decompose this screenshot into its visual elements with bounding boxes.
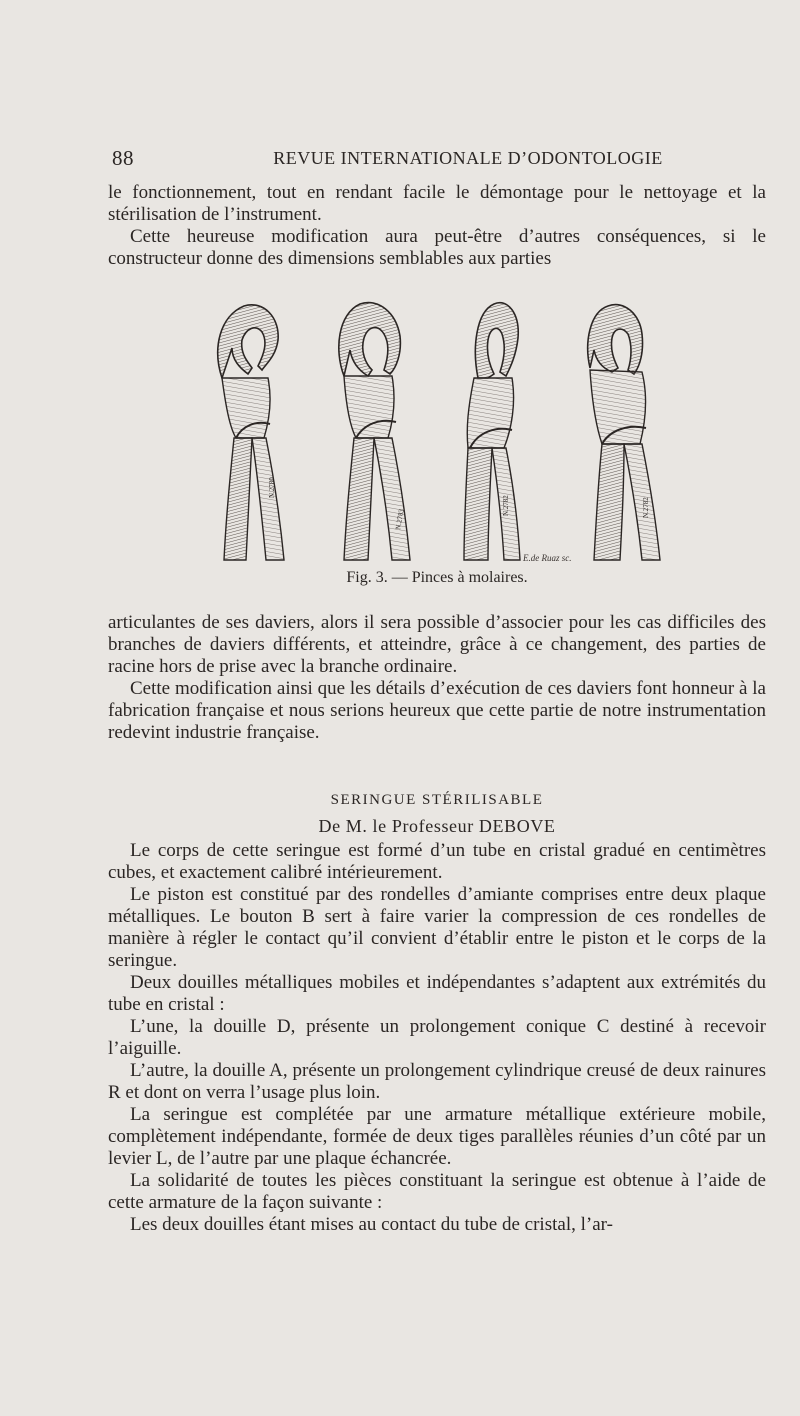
- text-block-top: [108, 182, 766, 270]
- paragraph: La seringue est complétée par une armature métallique extérieure mobile, complètement indépendante, formée de deux tiges parallèles réunies d’un côté par un levier L, de l’autre par une plaque échancrée.: [108, 1104, 766, 1169]
- page-number: 88: [112, 146, 134, 170]
- paragraph: Le piston est constitué par des rondelles d’amiante comprises entre deux plaque métalliques. Le bouton B sert à faire varier la compression de ces rondelles de manière à régler le contact qu’il convient d’établir entre le piston et le corps de la seringue.: [108, 884, 766, 971]
- forceps-stamp: N.2783: [394, 508, 406, 531]
- molar-forceps-engraving: [200, 298, 670, 570]
- paragraph: Cette heureuse modification aura peut-être d’autres conséquences, si le constructeur donne des dimensions semblables aux parties: [108, 226, 766, 269]
- paragraph: L’autre, la douille A, présente un prolongement cylindrique creusé de deux rainures R et dont on verra l’usage plus loin.: [108, 1060, 766, 1103]
- forceps-3: [464, 303, 520, 560]
- forceps-illustration: [200, 298, 670, 570]
- text-block-middle: [108, 612, 766, 744]
- paragraph: Les deux douilles étant mises au contact du tube de cristal, l’ar-: [130, 1214, 613, 1235]
- forceps-1: [218, 305, 284, 560]
- paragraph: le fonctionnement, tout en rendant facile le démontage pour le nettoyage et la stérilisation de l’instrument.: [108, 182, 766, 225]
- section-author: De M. le Professeur DEBOVE: [318, 816, 556, 836]
- forceps-stamp: N.2782: [502, 495, 510, 516]
- section-title: SERINGUE STÉRILISABLE: [330, 792, 544, 808]
- text-block-bottom: [108, 840, 766, 1236]
- figure-caption: Fig. 3. — Pinces à molaires.: [346, 569, 528, 586]
- running-title: REVUE INTERNATIONALE D’ODONTOLOGIE: [273, 148, 663, 168]
- paragraph: Le corps de cette seringue est formé d’un tube en cristal gradué en centimètres cubes, et exactement calibré intérieurement.: [108, 840, 766, 883]
- forceps-stamp: N.2782: [642, 497, 650, 518]
- paragraph: Cette modification ainsi que les détails d’exécution de ces daviers font honneur à la fabrication française et nous serions heureux que cette partie de notre instrumentation redevint industrie française.: [108, 678, 766, 743]
- paragraph: L’une, la douille D, présente un prolongement conique C destiné à recevoir l’aiguille.: [108, 1016, 766, 1059]
- forceps-4: [588, 305, 660, 560]
- engraver-signature: E.de Ruaz sc.: [523, 553, 572, 563]
- paragraph: La solidarité de toutes les pièces constituant la seringue est obtenue à l’aide de cette armature de la façon suivante :: [108, 1170, 766, 1213]
- forceps-stamp: N.2780: [268, 477, 276, 498]
- paragraph: articulantes de ses daviers, alors il sera possible d’associer pour les cas difficiles des branches de daviers différents, et atteindre, grâce à ce changement, des parties de racine hors de prise avec la branche ordinaire.: [108, 612, 766, 677]
- forceps-2: [339, 303, 410, 560]
- paragraph: Deux douilles métalliques mobiles et indépendantes s’adaptent aux extrémités du tube en cristal :: [108, 972, 766, 1015]
